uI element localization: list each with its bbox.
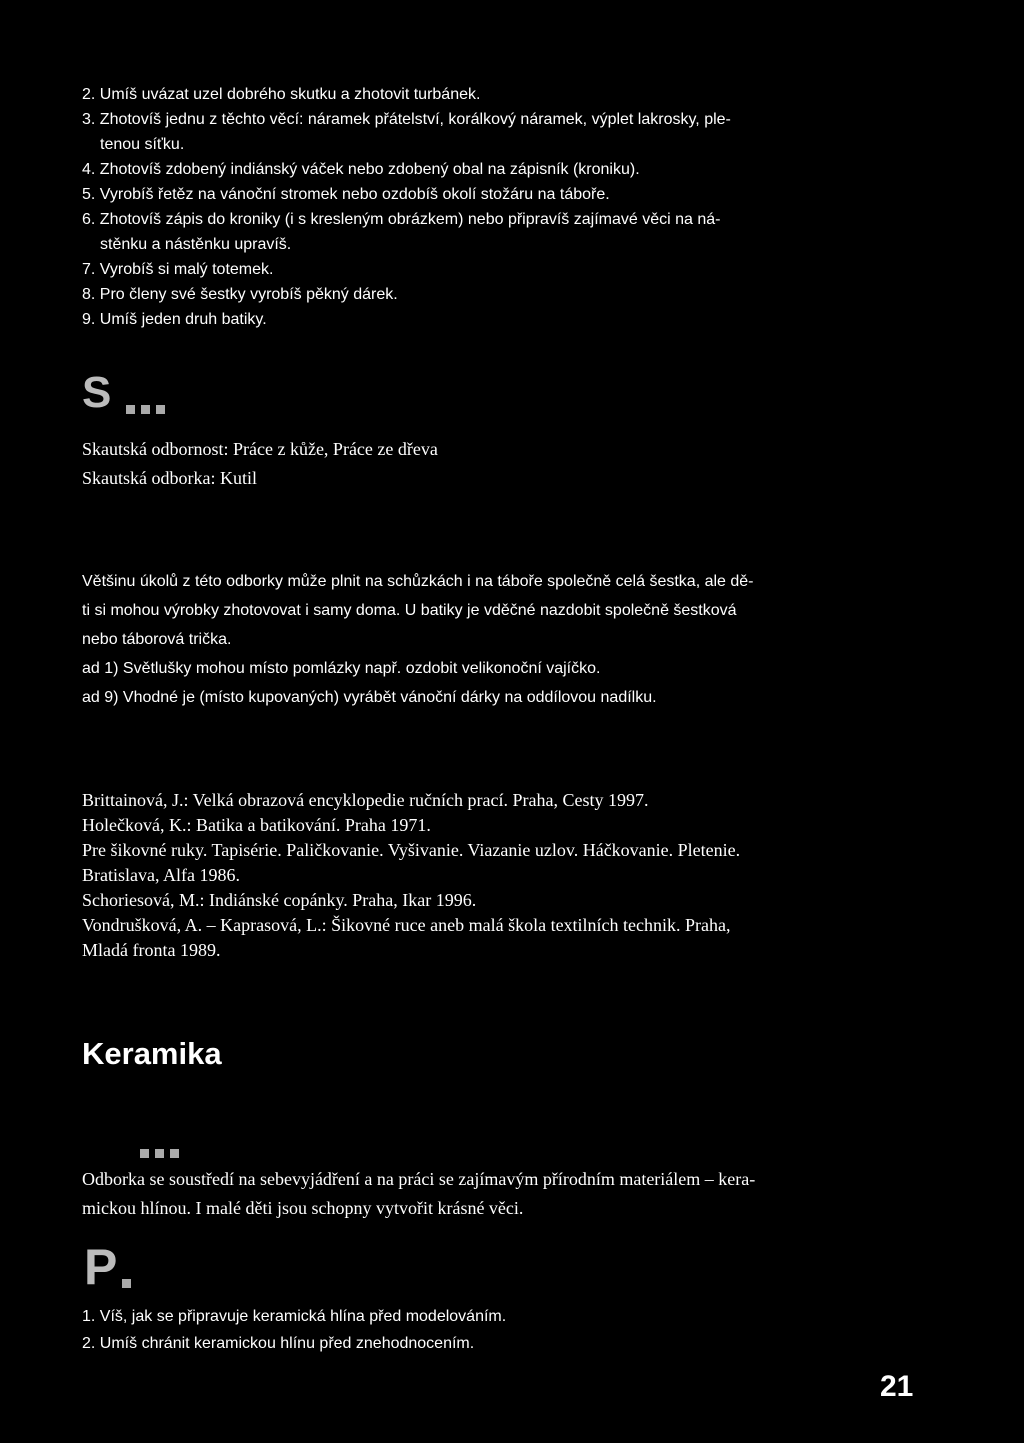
section-p-icon: P [84, 1239, 118, 1295]
list-item: stěnku a nástěnku upravíš. [100, 236, 292, 253]
literature-item: Bratislava, Alfa 1986. [82, 865, 240, 885]
list-item: tenou síťku. [100, 136, 185, 153]
odborka-line: Skautská odborka: Kutil [82, 468, 257, 488]
literature-item: Mladá fronta 1989. [82, 940, 221, 960]
list-item: 6. Zhotovíš zápis do kroniky (i s kresleným obrázkem) nebo připravíš zajímavé věci na ná- [82, 211, 721, 228]
literature-item: Brittainová, J.: Velká obrazová encyklopedie ručních prací. Praha, Cesty 1997. [82, 790, 649, 810]
section-heading: Keramika [82, 1036, 222, 1071]
list-item: 2. Umíš uvázat uzel dobrého skutku a zhotovit turbánek. [82, 86, 481, 103]
notes-block [82, 569, 924, 710]
section-dots-icon [122, 1279, 131, 1288]
intro-line: mickou hlínou. I malé děti jsou schopny vytvořit krásné věci. [82, 1198, 524, 1218]
list-item: 4. Zhotovíš zdobený indiánský váček nebo zdobený obal na zápisník (kroniku). [82, 161, 640, 178]
literature-item: Pre šikovné ruky. Tapisérie. Paličkovanie. Vyšivanie. Viazanie uzlov. Háčkovanie. Pletenie. [82, 840, 741, 860]
list-item: 3. Zhotovíš jednu z těchto věcí: náramek přátelství, korálkový náramek, výplet lakrosky, ple- [82, 111, 731, 128]
top-task-list [82, 82, 924, 332]
bottom-task-list [82, 1304, 924, 1356]
list-item: 8. Pro členy své šestky vyrobíš pěkný dárek. [82, 286, 398, 303]
note-line: Většinu úkolů z této odborky může plnit na schůzkách i na táboře společně celá šestka, ale dě- [82, 573, 754, 590]
list-item: 1. Víš, jak se připravuje keramická hlína před modelováním. [82, 1308, 507, 1325]
note-line: nebo táborová trička. [82, 631, 232, 648]
literature-item: Vondrušková, A. – Kaprasová, L.: Šikovné ruce aneb malá škola textilních technik. Praha, [82, 915, 731, 935]
list-item: 9. Umíš jeden druh batiky. [82, 311, 267, 328]
list-item: 7. Vyrobíš si malý totemek. [82, 261, 274, 278]
section-s-icon: S [82, 368, 112, 417]
note-line: ad 9) Vhodné je (místo kupovaných) vyrábět vánoční dárky na oddílovou nadílku. [82, 689, 657, 706]
list-item: 2. Umíš chránit keramickou hlínu před znehodnocením. [82, 1335, 475, 1352]
literature-item: Schoriesová, M.: Indiánské copánky. Praha, Ikar 1996. [82, 890, 477, 910]
section-dots-icon [126, 405, 165, 414]
odbornost-line: Skautská odbornost: Práce z kůže, Práce ze dřeva [82, 439, 438, 459]
literature-item: Holečková, K.: Batika a batikování. Praha 1971. [82, 815, 431, 835]
odbornost-block [82, 437, 924, 491]
note-line: ti si mohou výrobky zhotovovat i samy doma. U batiky je vděčné nazdobit společně šestková [82, 602, 737, 619]
literature-block [82, 788, 924, 963]
note-line: ad 1) Světlušky mohou místo pomlázky např. ozdobit velikonoční vajíčko. [82, 660, 601, 677]
intro-line: Odborka se soustředí na sebevyjádření a na práci se zajímavým přírodním materiálem – kera- [82, 1169, 756, 1189]
list-item: 5. Vyrobíš řetěz na vánoční stromek nebo ozdobíš okolí stožáru na táboře. [82, 186, 610, 203]
section-dots-icon [140, 1149, 179, 1158]
page-number: 21 [880, 1370, 914, 1403]
intro-block [82, 1167, 924, 1221]
